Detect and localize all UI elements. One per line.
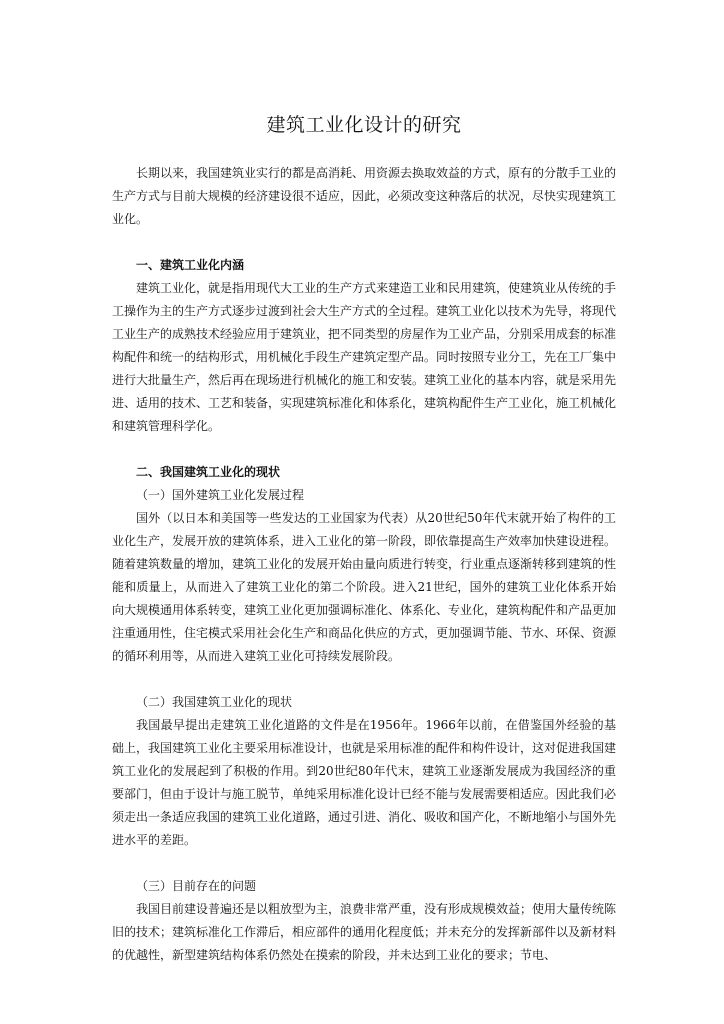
section2-heading: 二、我国建筑工业化的现状 [136, 465, 281, 479]
subsection3-paragraph: 我国目前建设普遍还是以粗放型为主，浪费非常严重，没有形成规模效益；使用大量传统陈旧的技术；建筑标准化工作滞后，相应部件的通用化程度低；并未充分的发挥新部件以及新材料的优越性，新型建筑结构体系仍然处在摸索的阶段，并未达到工业化的要求；节电、 [112, 902, 617, 962]
section1-heading: 一、建筑工业化内涵 [136, 258, 245, 272]
subsection1-heading: （一）国外建筑工业化发展过程 [136, 488, 305, 502]
spacer [112, 668, 616, 691]
subsection3-heading: （三）目前存在的问题 [136, 879, 257, 893]
document-title: 建筑工业化设计的研究 [266, 114, 462, 136]
spacer [112, 852, 616, 875]
spacer [112, 231, 616, 254]
document-page [112, 112, 616, 967]
subsection1-paragraph: 国外（以日本和美国等一些发达的工业国家为代表）从20世纪50年代末就开始了构件的工业化生产，发展开放的建筑体系，进入工业化的第一阶段，即依靠提高生产效率加快建设进程。随着建筑数量的增加，建筑工业化的发展开始由量向质进行转变，行业重点逐渐转移到建筑的性能和质量上，从而进入了建筑工业化的第二个阶段。进入21世纪，国外的建筑工业化体系开始向大规模通用体系转变，建筑工业化更加强调标准化、体系化、专业化，建筑构配件和产品更加注重通用性，住宅模式采用社会化生产和商品化供应的方式，更加强调节能、节水、环保、资源的循环利用等，从而进入建筑工业化可持续发展阶段。 [112, 511, 617, 663]
subsection2-heading: （二）我国建筑工业化的现状 [136, 695, 293, 709]
section1-paragraph: 建筑工业化，就是指用现代大工业的生产方式来建造工业和民用建筑，使建筑业从传统的手工操作为主的生产方式逐步过渡到社会大生产方式的全过程。建筑工业化以技术为先导，将现代工业生产的成熟技术经验应用于建筑业，把不同类型的房屋作为工业产品，分别采用成套的标准构配件和统一的结构形式，用机械化手段生产建筑定型产品。同时按照专业分工，先在工厂集中进行大批量生产，然后再在现场进行机械化的施工和安装。建筑工业化的基本内容，就是采用先进、适用的技术、工艺和装备，实现建筑标准化和体系化，建筑构配件生产工业化，施工机械化和建筑管理科学化。 [112, 281, 617, 433]
spacer [112, 438, 616, 461]
intro-paragraph: 长期以来，我国建筑业实行的都是高消耗、用资源去换取效益的方式，原有的分散手工业的生产方式与目前大规模的经济建设很不适应，因此，必须改变这种落后的状况，尽快实现建筑工业化。 [112, 166, 617, 226]
subsection2-paragraph: 我国最早提出走建筑工业化道路的文件是在1956年。1966年以前，在借鉴国外经验的基础上，我国建筑工业化主要采用标准设计，也就是采用标准的配件和构件设计，这对促进我国建筑工业化的发展起到了积极的作用。到20世纪80年代末，建筑工业逐渐发展成为我国经济的重要部门，但由于设计与施工脱节，单纯采用标准化设计已经不能与发展需要相适应。因此我们必须走出一条适应我国的建筑工业化道路，通过引进、消化、吸收和国产化，不断地缩小与国外先进水平的差距。 [112, 718, 617, 847]
